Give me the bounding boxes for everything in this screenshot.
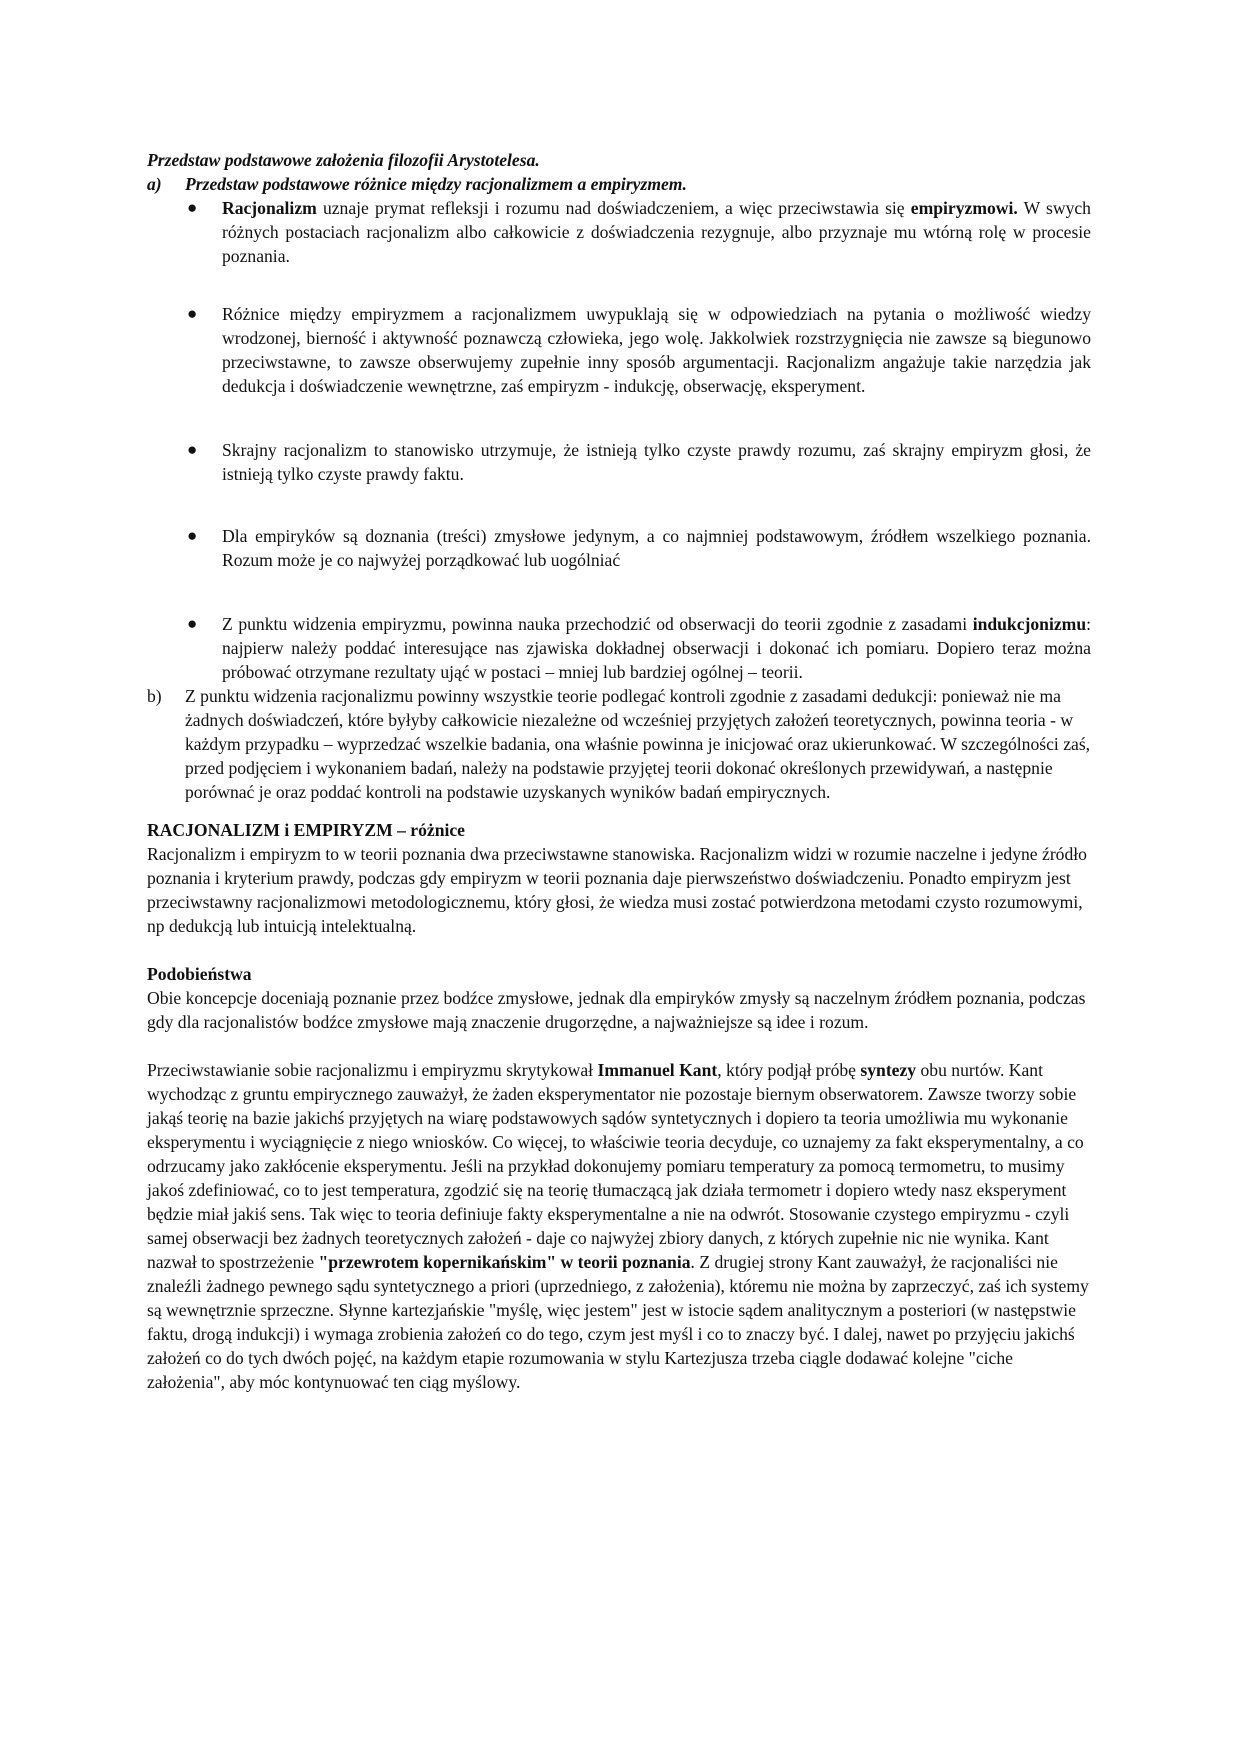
bullet-icon: ● xyxy=(187,526,198,545)
bullet-icon: ● xyxy=(187,614,198,633)
bullet-bold: empiryzmowi. xyxy=(910,198,1018,218)
bullet-icon: ● xyxy=(187,440,198,459)
list-item xyxy=(147,524,1091,572)
item-a-title: Przedstaw podstawowe różnice między racjonalizmem a empiryzmem. xyxy=(185,174,687,194)
bullet-text: uznaje prymat refleksji i rozumu nad doświadczeniem, a więc przeciwstawia się xyxy=(316,198,911,218)
kant-paragraph xyxy=(147,1058,1091,1394)
list-item xyxy=(147,196,1091,268)
kant-bold: Immanuel Kant xyxy=(597,1060,718,1080)
section-paragraph: Racjonalizm i empiryzm to w teorii poznania dwa przeciwstawne stanowiska. Racjonalizm widzi w rozumie naczelne i jedyne źródło poznania i kryterium prawdy, podczas gdy empiryzm w teorii poznania daje pierwszeństwo doświadczeniu. Ponadto empiryzm jest przeciwstawny racjonalizmowi metodologicznemu, który głosi, że wiedza musi zostać potwierdzona metodami czysto rozumowymi, np dedukcją lub intuicją intelektualną. xyxy=(147,844,1087,936)
bullet-icon: ● xyxy=(187,198,198,217)
item-b-text: Z punktu widzenia racjonalizmu powinny wszystkie teorie podlegać kontroli zgodnie z zasadami dedukcji: ponieważ nie ma żadnych doświadczeń, które byłyby całkowicie niezależne od wcześniej przyjętych założeń teoretycznych, powinna teoria - w każdym przypadku – wyprzedzać wszelkie badania, ona właśnie powinna je inicjować oraz ukierunkować. W szczególności zaś, przed podjęciem i wykonaniem badań, należy na podstawie przyjętej teorii dokonać określonych przewidywań, a następnie porównać je oraz poddać kontroli na podstawie uzyskanych wyników badań empirycznych. xyxy=(185,686,1091,802)
bullet-list xyxy=(147,196,1091,684)
kant-text: . Z drugiej strony Kant zauważył, że racjonaliści nie znaleźli żadnego pewnego sądu syntetycznego a priori (uprzedniego, z założenia), któremu nie można by zaprzeczyć, zaś ich systemy są wewnętrznie sprzeczne. Słynne kartezjańskie "myślę, więc jestem" jest w istocie sądem analitycznym a posteriori (w następstwie faktu, drogą indukcji) i wymaga zrobienia założeń co do tego, czym jest myśl i co to znaczy być. I dalej, nawet po przyjęciu jakichś założeń co do tych dwóch pojęć, na każdym etapie rozumowania w stylu Kartezjusza trzeba ciągle dodawać kolejne "ciche założenia", aby móc kontynuować ten ciąg myślowy. xyxy=(147,1252,1089,1392)
bullet-lead: Racjonalizm xyxy=(222,198,317,218)
bullet-icon: ● xyxy=(187,304,198,323)
bullet-text: Dla empiryków są doznania (treści) zmysłowe jedynym, a co najmniej podstawowym, źródłem wszelkiego poznania. Rozum może je co najwyżej porządkować lub uogólniać xyxy=(222,526,1091,570)
similarities-title: Podobieństwa xyxy=(147,964,252,984)
bullet-text: : najpierw należy poddać interesujące nas zjawiska dokładnej obserwacji i dokonać ich pomiaru. Dopiero teraz można próbować otrzymane rezultaty ująć w postaci – mniej lub bardziej ogólnej – teorii. xyxy=(222,614,1091,682)
item-a-marker: a) xyxy=(147,174,162,194)
document-page xyxy=(147,148,1091,1394)
document-title: Przedstaw podstawowe założenia filozofii Arystotelesa. xyxy=(147,150,540,170)
item-b-marker: b) xyxy=(147,686,162,706)
bullet-bold: indukcjonizmu xyxy=(972,614,1087,634)
kant-bold: "przewrotem kopernikańskim" w teorii poznania xyxy=(318,1252,691,1272)
item-b xyxy=(147,684,1091,804)
kant-text: , który podjął próbę xyxy=(717,1060,861,1080)
similarities-paragraph: Obie koncepcje doceniają poznanie przez bodźce zmysłowe, jednak dla empiryków zmysły są naczelnym źródłem poznania, podczas gdy dla racjonalistów bodźce zmysłowe mają znaczenie drugorzędne, a najważniejsze są idee i rozum. xyxy=(147,988,1086,1032)
kant-bold: syntezy xyxy=(860,1060,917,1080)
list-item xyxy=(147,438,1091,486)
list-item xyxy=(147,302,1091,398)
list-item xyxy=(147,612,1091,684)
section-title: RACJONALIZM i EMPIRYZM – różnice xyxy=(147,820,465,840)
bullet-text: Różnice między empiryzmem a racjonalizmem uwypuklają się w odpowiedziach na pytania o możliwość wiedzy wrodzonej, bierność i aktywność poznawczą człowieka, jego wolę. Jakkolwiek rozstrzygnięcia nie zawsze są biegunowo przeciwstawne, to zawsze obserwujemy zupełnie inny sposób argumentacji. Racjonalizm angażuje takie narzędzia jak dedukcja i doświadczenie wewnętrzne, zaś empiryzm - indukcję, obserwację, eksperyment. xyxy=(222,304,1091,396)
item-a-heading xyxy=(147,172,1091,196)
bullet-text: Skrajny racjonalizm to stanowisko utrzymuje, że istnieją tylko czyste prawdy rozumu, zaś skrajny empiryzm głosi, że istnieją tylko czyste prawdy faktu. xyxy=(222,440,1091,484)
bullet-text: W swych różnych postaciach racjonalizm albo całkowicie z doświadczenia rezygnuje, albo przyznaje mu wtórną rolę w procesie poznania. xyxy=(222,198,1091,266)
kant-text: obu nurtów. Kant wychodząc z gruntu empirycznego zauważył, że żaden eksperymentator nie pozostaje biernym obserwatorem. Zawsze tworzy sobie jakąś teorię na bazie jakichś przyjętych na wiarę podstawowych sądów syntetycznych i dopiero ta teoria umożliwia mu wykonanie eksperymentu i wyciągnięcie z niego wniosków. Co więcej, to właściwie teoria decyduje, co uznajemy za fakt eksperymentalny, a co odrzucamy jako zakłócenie eksperymentu. Jeśli na przykład dokonujemy pomiaru temperatury za pomocą termometru, to musimy jakoś zdefiniować, co to jest temperatura, zgodzić się na teorię tłumaczącą jak działa termometr i dopiero wtedy nasz eksperyment będzie miał jakiś sens. Tak więc to teoria definiuje fakty eksperymentalne a nie na odwrót. Stosowanie czystego empiryzmu - czyli samej obserwacji bez żadnych teoretycznych założeń - daje co najwyżej zbiory danych, z których zupełnie nic nie wynika. Kant nazwał to spostrzeżenie xyxy=(147,1060,1084,1272)
bullet-text: Z punktu widzenia empiryzmu, powinna nauka przechodzić od obserwacji do teorii zgodnie z zasadami xyxy=(222,614,973,634)
kant-text: Przeciwstawianie sobie racjonalizmu i empiryzmu skrytykował xyxy=(147,1060,598,1080)
